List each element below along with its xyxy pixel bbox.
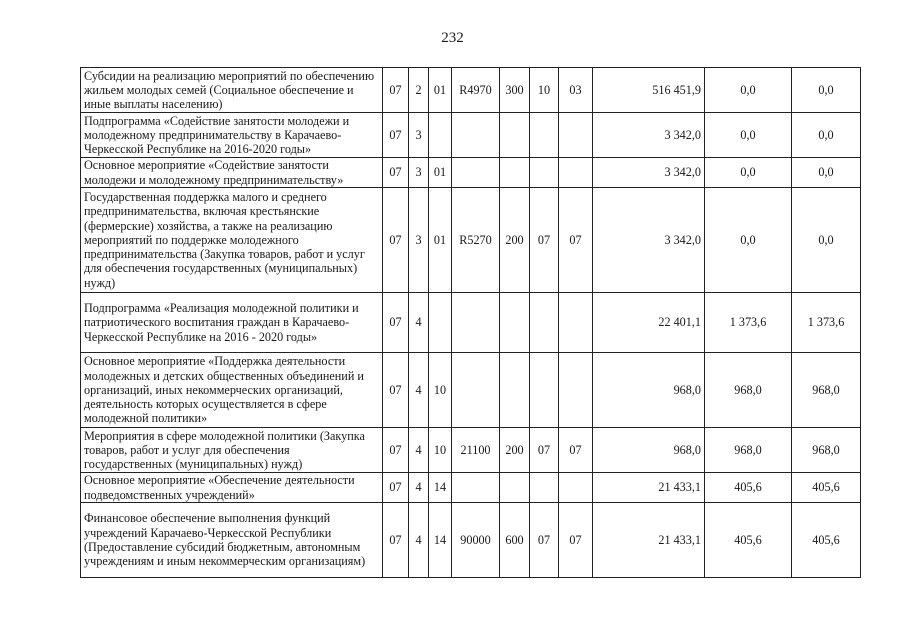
table-row: [81, 293, 861, 353]
subsection-code: 07: [559, 188, 593, 293]
row-name: Подпрограмма «Содействие занятости молодежи и молодежному предпринимательству в Карачаево-Черкесской Республике на 2016-2020 годы»: [81, 113, 383, 158]
amount-year-3: 0,0: [792, 113, 861, 158]
section-code: 07: [383, 293, 409, 353]
table-row: [81, 68, 861, 113]
table-row: [81, 473, 861, 503]
amount-year-3: 405,6: [792, 503, 861, 578]
measure-code: [429, 113, 452, 158]
amount-year-2: 0,0: [705, 158, 792, 188]
subprogram-code: 4: [409, 428, 429, 473]
section-code: 07: [383, 353, 409, 428]
table-row: [81, 188, 861, 293]
subsection-code: 07: [559, 503, 593, 578]
direction-code: [452, 473, 500, 503]
subprogram-code: 4: [409, 473, 429, 503]
expense-type-code: 300: [500, 68, 530, 113]
amount-year-3: 0,0: [792, 188, 861, 293]
section-code-2: 07: [530, 428, 559, 473]
subprogram-code: 3: [409, 188, 429, 293]
direction-code: 21100: [452, 428, 500, 473]
expense-type-code: 200: [500, 188, 530, 293]
amount-year-2: 968,0: [705, 353, 792, 428]
expense-type-code: 600: [500, 503, 530, 578]
amount-year-2: 0,0: [705, 113, 792, 158]
direction-code: R5270: [452, 188, 500, 293]
amount-year-1: 22 401,1: [593, 293, 705, 353]
measure-code: 10: [429, 428, 452, 473]
expense-type-code: [500, 473, 530, 503]
subsection-code: [559, 158, 593, 188]
measure-code: 01: [429, 158, 452, 188]
amount-year-3: 1 373,6: [792, 293, 861, 353]
amount-year-1: 3 342,0: [593, 188, 705, 293]
amount-year-2: 968,0: [705, 428, 792, 473]
table-row: [81, 503, 861, 578]
section-code: 07: [383, 503, 409, 578]
row-name: Подпрограмма «Реализация молодежной политики и патриотического воспитания граждан в Карачаево-Черкесской Республике на 2016 - 2020 годы»: [81, 293, 383, 353]
row-name: Финансовое обеспечение выполнения функций учреждений Карачаево-Черкесской Республики (Предоставление субсидий бюджетным, автономным учреждениям и иным некоммерческим организациям): [81, 503, 383, 578]
amount-year-2: 0,0: [705, 68, 792, 113]
expense-type-code: [500, 113, 530, 158]
direction-code: [452, 158, 500, 188]
subprogram-code: 3: [409, 158, 429, 188]
amount-year-2: 405,6: [705, 473, 792, 503]
section-code: 07: [383, 473, 409, 503]
subsection-code: 07: [559, 428, 593, 473]
subprogram-code: 3: [409, 113, 429, 158]
measure-code: 10: [429, 353, 452, 428]
amount-year-2: 0,0: [705, 188, 792, 293]
row-name: Мероприятия в сфере молодежной политики (Закупка товаров, работ и услуг для обеспечения государственных (муниципальных) нужд): [81, 428, 383, 473]
amount-year-3: 405,6: [792, 473, 861, 503]
section-code: 07: [383, 158, 409, 188]
expense-type-code: [500, 158, 530, 188]
amount-year-3: 968,0: [792, 428, 861, 473]
row-name: Основное мероприятие «Поддержка деятельности молодежных и детских общественных объединений и организаций, иных некоммерческих организаций, деятельность которых осуществляется в сфере молодежной политики»: [81, 353, 383, 428]
section-code-2: [530, 473, 559, 503]
amount-year-3: 0,0: [792, 68, 861, 113]
section-code: 07: [383, 188, 409, 293]
subsection-code: 03: [559, 68, 593, 113]
subprogram-code: 4: [409, 353, 429, 428]
direction-code: R4970: [452, 68, 500, 113]
amount-year-1: 968,0: [593, 353, 705, 428]
row-name: Субсидии на реализацию мероприятий по обеспечению жильем молодых семей (Социальное обеспечение и иные выплаты населению): [81, 68, 383, 113]
expense-type-code: [500, 353, 530, 428]
section-code-2: [530, 158, 559, 188]
amount-year-1: 3 342,0: [593, 113, 705, 158]
section-code: 07: [383, 68, 409, 113]
subsection-code: [559, 113, 593, 158]
table-row: [81, 113, 861, 158]
direction-code: [452, 113, 500, 158]
measure-code: 01: [429, 188, 452, 293]
section-code-2: [530, 353, 559, 428]
section-code-2: 07: [530, 503, 559, 578]
measure-code: [429, 293, 452, 353]
row-name: Основное мероприятие «Содействие занятости молодежи и молодежному предпринимательству»: [81, 158, 383, 188]
section-code-2: 07: [530, 188, 559, 293]
subsection-code: [559, 353, 593, 428]
measure-code: 14: [429, 473, 452, 503]
direction-code: [452, 293, 500, 353]
section-code-2: [530, 113, 559, 158]
amount-year-3: 0,0: [792, 158, 861, 188]
amount-year-1: 3 342,0: [593, 158, 705, 188]
subsection-code: [559, 293, 593, 353]
section-code-2: 10: [530, 68, 559, 113]
table-row: [81, 353, 861, 428]
subprogram-code: 2: [409, 68, 429, 113]
measure-code: 14: [429, 503, 452, 578]
subprogram-code: 4: [409, 503, 429, 578]
section-code: 07: [383, 113, 409, 158]
row-name: Основное мероприятие «Обеспечение деятельности подведомственных учреждений»: [81, 473, 383, 503]
section-code: 07: [383, 428, 409, 473]
direction-code: [452, 353, 500, 428]
expense-type-code: [500, 293, 530, 353]
direction-code: 90000: [452, 503, 500, 578]
amount-year-1: 516 451,9: [593, 68, 705, 113]
amount-year-2: 405,6: [705, 503, 792, 578]
measure-code: 01: [429, 68, 452, 113]
amount-year-1: 968,0: [593, 428, 705, 473]
table-row: [81, 428, 861, 473]
subprogram-code: 4: [409, 293, 429, 353]
amount-year-1: 21 433,1: [593, 473, 705, 503]
page-number: 232: [441, 30, 464, 46]
budget-table: [80, 67, 861, 578]
table-row: [81, 158, 861, 188]
expense-type-code: 200: [500, 428, 530, 473]
amount-year-1: 21 433,1: [593, 503, 705, 578]
subsection-code: [559, 473, 593, 503]
section-code-2: [530, 293, 559, 353]
row-name: Государственная поддержка малого и среднего предпринимательства, включая крестьянские (фермерские) хозяйства, а также на реализацию мероприятий по поддержке молодежного предпринимательства (Закупка товаров, работ и услуг для обеспечения государственных (муниципальных) нужд): [81, 188, 383, 293]
amount-year-3: 968,0: [792, 353, 861, 428]
amount-year-2: 1 373,6: [705, 293, 792, 353]
